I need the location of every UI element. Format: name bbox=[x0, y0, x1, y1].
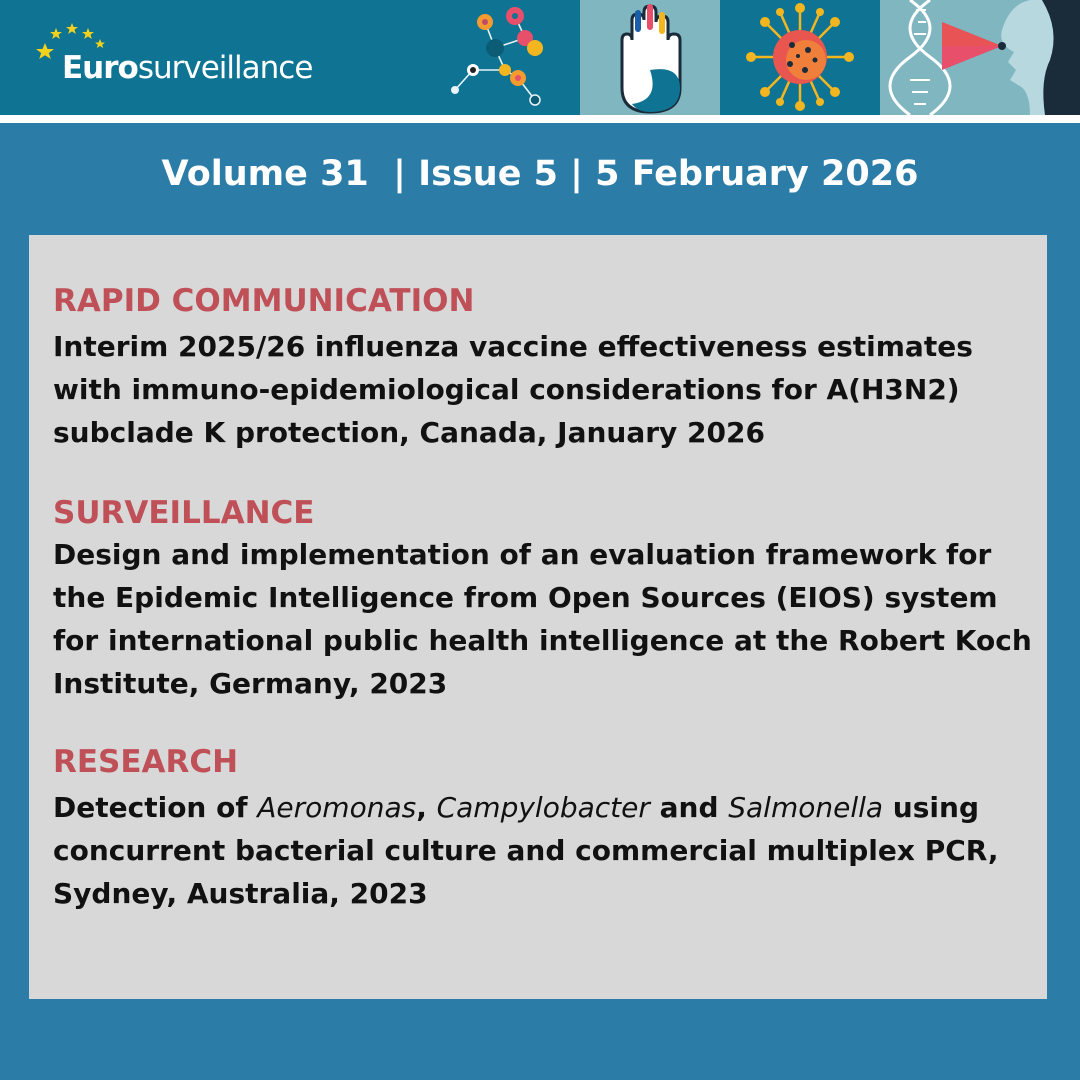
article-title[interactable]: Design and implementation of an evaluation framework for the Epidemic Intelligence from Open Sources (EIOS) system for international public health intelligence at the Robert Koch Institute, Germany, 2023 bbox=[53, 538, 1032, 700]
article-title[interactable]: Interim 2025/26 influenza vaccine effectiveness estimates with immuno-epidemiological considerations for A(H3N2) subclade K protection, Canada, January 2026 bbox=[53, 330, 973, 449]
section-label: RAPID COMMUNICATION bbox=[53, 283, 475, 319]
article-rapid-communication[interactable] bbox=[53, 281, 1033, 454]
virus-icon bbox=[720, 0, 880, 115]
section-label: SURVEILLANCE bbox=[53, 495, 315, 531]
article-research[interactable] bbox=[53, 742, 1033, 915]
section-label: RESEARCH bbox=[53, 744, 239, 780]
dna-head-icon bbox=[880, 0, 1080, 115]
brand-name: Eurosurveillance bbox=[62, 50, 313, 86]
contents-panel bbox=[29, 235, 1047, 999]
header-divider bbox=[0, 115, 1080, 123]
network-nodes-icon bbox=[440, 0, 580, 115]
article-surveillance[interactable] bbox=[53, 493, 1033, 705]
hand-icon bbox=[580, 0, 720, 115]
article-title[interactable]: Detection of Aeromonas, Campylobacter and Salmonella using concurrent bacterial culture and commercial multiplex PCR, Sydney, Australia, 2023 bbox=[53, 791, 999, 910]
header-banner bbox=[0, 0, 1080, 115]
issue-info: Volume 31 | Issue 5 | 5 February 2026 bbox=[161, 154, 919, 194]
eurosurveillance-logo[interactable] bbox=[28, 22, 348, 92]
